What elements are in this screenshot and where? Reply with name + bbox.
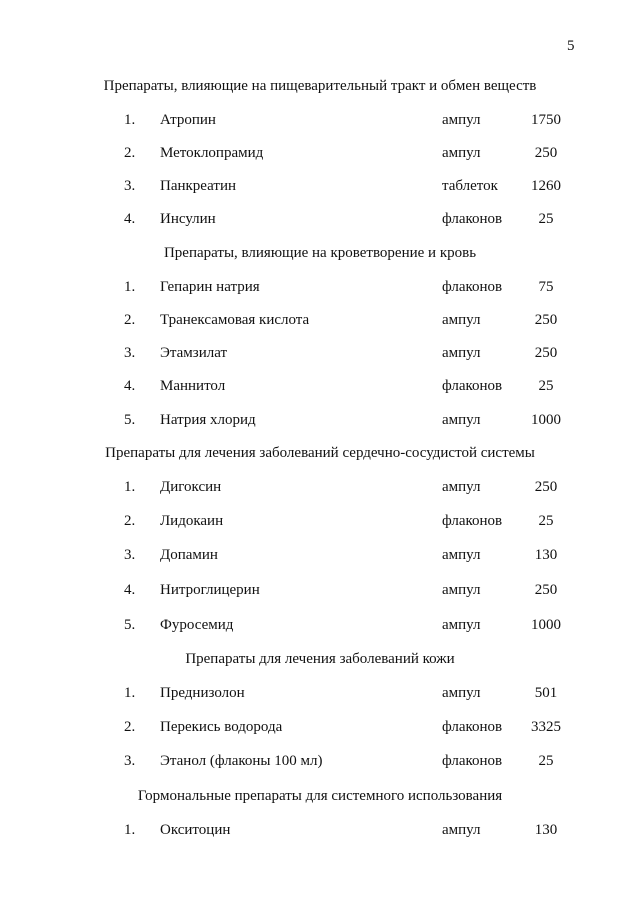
quantity: 501: [534, 685, 558, 701]
unit: флаконов: [442, 378, 503, 394]
section-heading: Препараты, влияющие на кроветворение и кровь: [163, 245, 477, 261]
drug-name: Окситоцин: [160, 822, 231, 838]
item-number: 1.: [124, 479, 136, 495]
table-row: [0, 345, 640, 365]
unit: ампул: [442, 112, 481, 128]
quantity: 250: [534, 145, 558, 161]
unit: флаконов: [442, 211, 503, 227]
unit: ампул: [442, 822, 481, 838]
quantity: 130: [534, 547, 558, 563]
quantity: 1260: [531, 178, 561, 194]
unit: флаконов: [442, 513, 503, 529]
item-number: 3.: [124, 178, 136, 194]
quantity: 25: [538, 753, 554, 769]
item-number: 3.: [124, 547, 136, 563]
quantity: 250: [534, 479, 558, 495]
drug-name: Натрия хлорид: [160, 412, 256, 428]
table-row: [0, 178, 640, 198]
item-number: 3.: [124, 345, 136, 361]
unit: ампул: [442, 479, 481, 495]
table-row: [0, 822, 640, 842]
table-row: [0, 582, 640, 602]
unit: ампул: [442, 412, 481, 428]
section-heading: Препараты для лечения заболеваний кожи: [185, 651, 455, 667]
table-row: [0, 753, 640, 773]
drug-name: Атропин: [160, 112, 216, 128]
item-number: 2.: [124, 312, 136, 328]
quantity: 250: [534, 345, 558, 361]
drug-name: Этанол (флаконы 100 мл): [160, 753, 323, 769]
table-row: [0, 685, 640, 705]
unit: ампул: [442, 345, 481, 361]
quantity: 25: [538, 378, 554, 394]
item-number: 4.: [124, 211, 136, 227]
quantity: 250: [534, 312, 558, 328]
quantity: 25: [538, 513, 554, 529]
quantity: 3325: [531, 719, 561, 735]
section-heading: Препараты для лечения заболеваний сердечно-сосудистой системы: [105, 445, 535, 461]
drug-name: Транексамовая кислота: [160, 312, 310, 328]
drug-name: Маннитол: [160, 378, 226, 394]
unit: ампул: [442, 547, 481, 563]
drug-name: Панкреатин: [160, 178, 237, 194]
unit: таблеток: [442, 178, 498, 194]
table-row: [0, 112, 640, 132]
quantity: 1750: [531, 112, 561, 128]
drug-name: Метоклопрамид: [160, 145, 264, 161]
section-heading: Препараты, влияющие на пищеварительный тракт и обмен веществ: [103, 78, 537, 94]
item-number: 1.: [124, 822, 136, 838]
drug-name: Фуросемид: [160, 617, 234, 633]
table-row: [0, 479, 640, 499]
section-heading: Гормональные препараты для системного использования: [137, 788, 503, 804]
unit: ампул: [442, 582, 481, 598]
drug-name: Дигоксин: [160, 479, 222, 495]
quantity: 250: [534, 582, 558, 598]
table-row: [0, 312, 640, 332]
unit: флаконов: [442, 753, 503, 769]
item-number: 2.: [124, 719, 136, 735]
table-row: [0, 513, 640, 533]
drug-name: Преднизолон: [160, 685, 245, 701]
table-row: [0, 547, 640, 567]
item-number: 2.: [124, 145, 136, 161]
drug-name: Этамзилат: [160, 345, 228, 361]
table-row: [0, 617, 640, 637]
unit: ампул: [442, 145, 481, 161]
table-row: [0, 145, 640, 165]
drug-name: Перекись водорода: [160, 719, 283, 735]
item-number: 2.: [124, 513, 136, 529]
drug-name: Инсулин: [160, 211, 216, 227]
table-row: [0, 378, 640, 398]
unit: ампул: [442, 685, 481, 701]
quantity: 1000: [531, 412, 561, 428]
unit: ампул: [442, 312, 481, 328]
table-row: [0, 719, 640, 739]
page-number: 5: [567, 38, 575, 54]
quantity: 75: [538, 279, 554, 295]
quantity: 1000: [531, 617, 561, 633]
drug-name: Допамин: [160, 547, 218, 563]
item-number: 4.: [124, 378, 136, 394]
drug-name: Нитроглицерин: [160, 582, 260, 598]
quantity: 25: [538, 211, 554, 227]
item-number: 4.: [124, 582, 136, 598]
item-number: 3.: [124, 753, 136, 769]
item-number: 1.: [124, 279, 136, 295]
item-number: 5.: [124, 617, 136, 633]
table-row: [0, 211, 640, 231]
item-number: 5.: [124, 412, 136, 428]
unit: флаконов: [442, 719, 503, 735]
drug-name: Лидокаин: [160, 513, 224, 529]
table-row: [0, 279, 640, 299]
quantity: 130: [534, 822, 558, 838]
table-row: [0, 412, 640, 432]
unit: ампул: [442, 617, 481, 633]
item-number: 1.: [124, 112, 136, 128]
drug-name: Гепарин натрия: [160, 279, 260, 295]
unit: флаконов: [442, 279, 503, 295]
item-number: 1.: [124, 685, 136, 701]
